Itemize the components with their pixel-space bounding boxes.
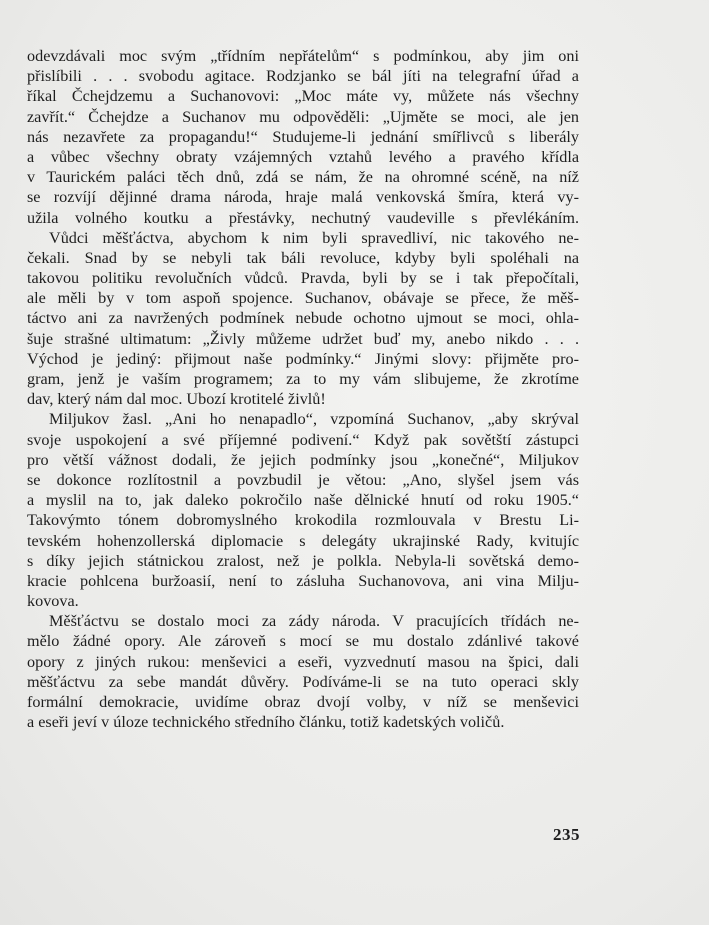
paragraph xyxy=(27,611,579,732)
body-text xyxy=(27,46,579,732)
text-line: tevském hohenzollerská diplomacie s delegáty ukrajinské Rady, kvitujíc xyxy=(27,531,579,550)
text-line: se dokonce rozlítostnil a povzbudil je větou: „Ano, slyšel jsem vás xyxy=(27,470,579,489)
text-line: ale měli by v tom aspoň spojence. Suchanov, obávaje se přece, že měš- xyxy=(27,289,579,308)
text-line: v Taurickém paláci těch dnů, zdá se nám, že na ohromné scéně, na níž xyxy=(27,168,579,187)
text-line: šuje strašné ultimatum: „Živly můžeme udržet buď my, anebo nikdo . . . xyxy=(27,329,579,348)
text-line: se rozvíjí dějinné drama národa, hraje malá venkovská šmíra, která vy- xyxy=(27,188,579,207)
text-line: gram, jenž je vaším programem; za to my vám slibujeme, že zkrotíme xyxy=(27,370,579,388)
text-line: odevzdávali moc svým „třídním nepřátelům“ s podmínkou, aby jim oni xyxy=(27,47,579,65)
text-line: užila volného koutku a přestávky, nechutný vaudeville s převlékáním. xyxy=(27,208,579,227)
text-line: a myslil na to, jak daleko pokročilo naše dělnické hnutí od roku 1905.“ xyxy=(27,491,579,510)
text-line: nás nezavřete za propagandu!“ Studujeme-li jednání smířlivců s liberály xyxy=(27,127,579,146)
text-line: přislíbili . . . svobodu agitace. Rodzjanko se bál jíti na telegrafní úřad a xyxy=(27,67,579,86)
text-line: opory z jiných rukou: menševici a eseři, vyzvednutí masou na špici, dali xyxy=(27,652,579,671)
text-line: táctvo ani za navržených podmínek nebude ochotno ujmout se moci, ohla- xyxy=(27,309,579,328)
text-line: kracie pohlcena buržoasií, není to zásluha Suchanovova, ani vina Milju- xyxy=(27,571,579,590)
text-line: s díky jejich státnickou zralost, než je polkla. Nebyla-li sovětská demo- xyxy=(27,551,579,570)
text-line: a vůbec všechny obraty vzájemných vztahů levého a pravého křídla xyxy=(27,147,579,166)
text-line: Miljukov žasl. „Ani ho nenapadlo“, vzpomíná Suchanov, „aby skrýval xyxy=(49,410,579,429)
paragraph xyxy=(27,46,579,228)
text-line: zavřít.“ Čchejdze a Suchanov mu odpověděli: „Ujměte se moci, ale jen xyxy=(27,107,579,126)
text-line: Východ je jediný: přijmout naše podmínky.“ Jinými slovy: přijměte pro- xyxy=(27,349,579,368)
text-line: mělo žádné opory. Ale zároveň s mocí se mu dostalo zdánlivé takové xyxy=(27,632,579,651)
text-line: pro větší vážnost dodali, že jejich podmínky jsou „konečné“, Miljukov xyxy=(27,450,579,469)
text-line: kovova. xyxy=(27,592,79,611)
paragraph xyxy=(27,228,579,410)
text-line: takovou politiku revolučních vůdců. Pravda, byli by se i tak přepočítali, xyxy=(27,269,579,288)
text-line: říkal Čchejdzemu a Suchanovovi: „Moc máte vy, můžete nás všechny xyxy=(27,87,579,106)
text-line: formální demokracie, uvidíme obraz dvojí volby, v níž se menševici xyxy=(27,693,579,711)
text-line: Vůdci měšťáctva, abychom k nim byli spravedliví, nic takového ne- xyxy=(49,228,579,247)
text-line: Takovýmto tónem dobromyslného krokodila rozmlouvala v Brestu Li- xyxy=(27,511,579,530)
paragraph xyxy=(27,409,579,611)
text-line: a eseři jeví v úloze technického středního článku, totiž kadetských voličů. xyxy=(27,713,505,732)
text-line: měšťáctvu za sebe mandát důvěry. Podíváme-li se na tuto operaci skly xyxy=(27,672,579,691)
text-line: Měšťáctvu se dostalo moci za zády národa. V pracujících třídách ne- xyxy=(49,612,579,631)
page-number: 235 xyxy=(553,825,580,844)
text-line: čekali. Snad by se nebyli tak báli revoluce, kdyby byli spoléhali na xyxy=(27,248,579,267)
text-line: svoje uspokojení a své příjemné podivení.“ Když pak sovětští zástupci xyxy=(27,430,579,449)
text-line: dav, který nám dal moc. Ubozí krotitelé živlů! xyxy=(27,390,326,409)
